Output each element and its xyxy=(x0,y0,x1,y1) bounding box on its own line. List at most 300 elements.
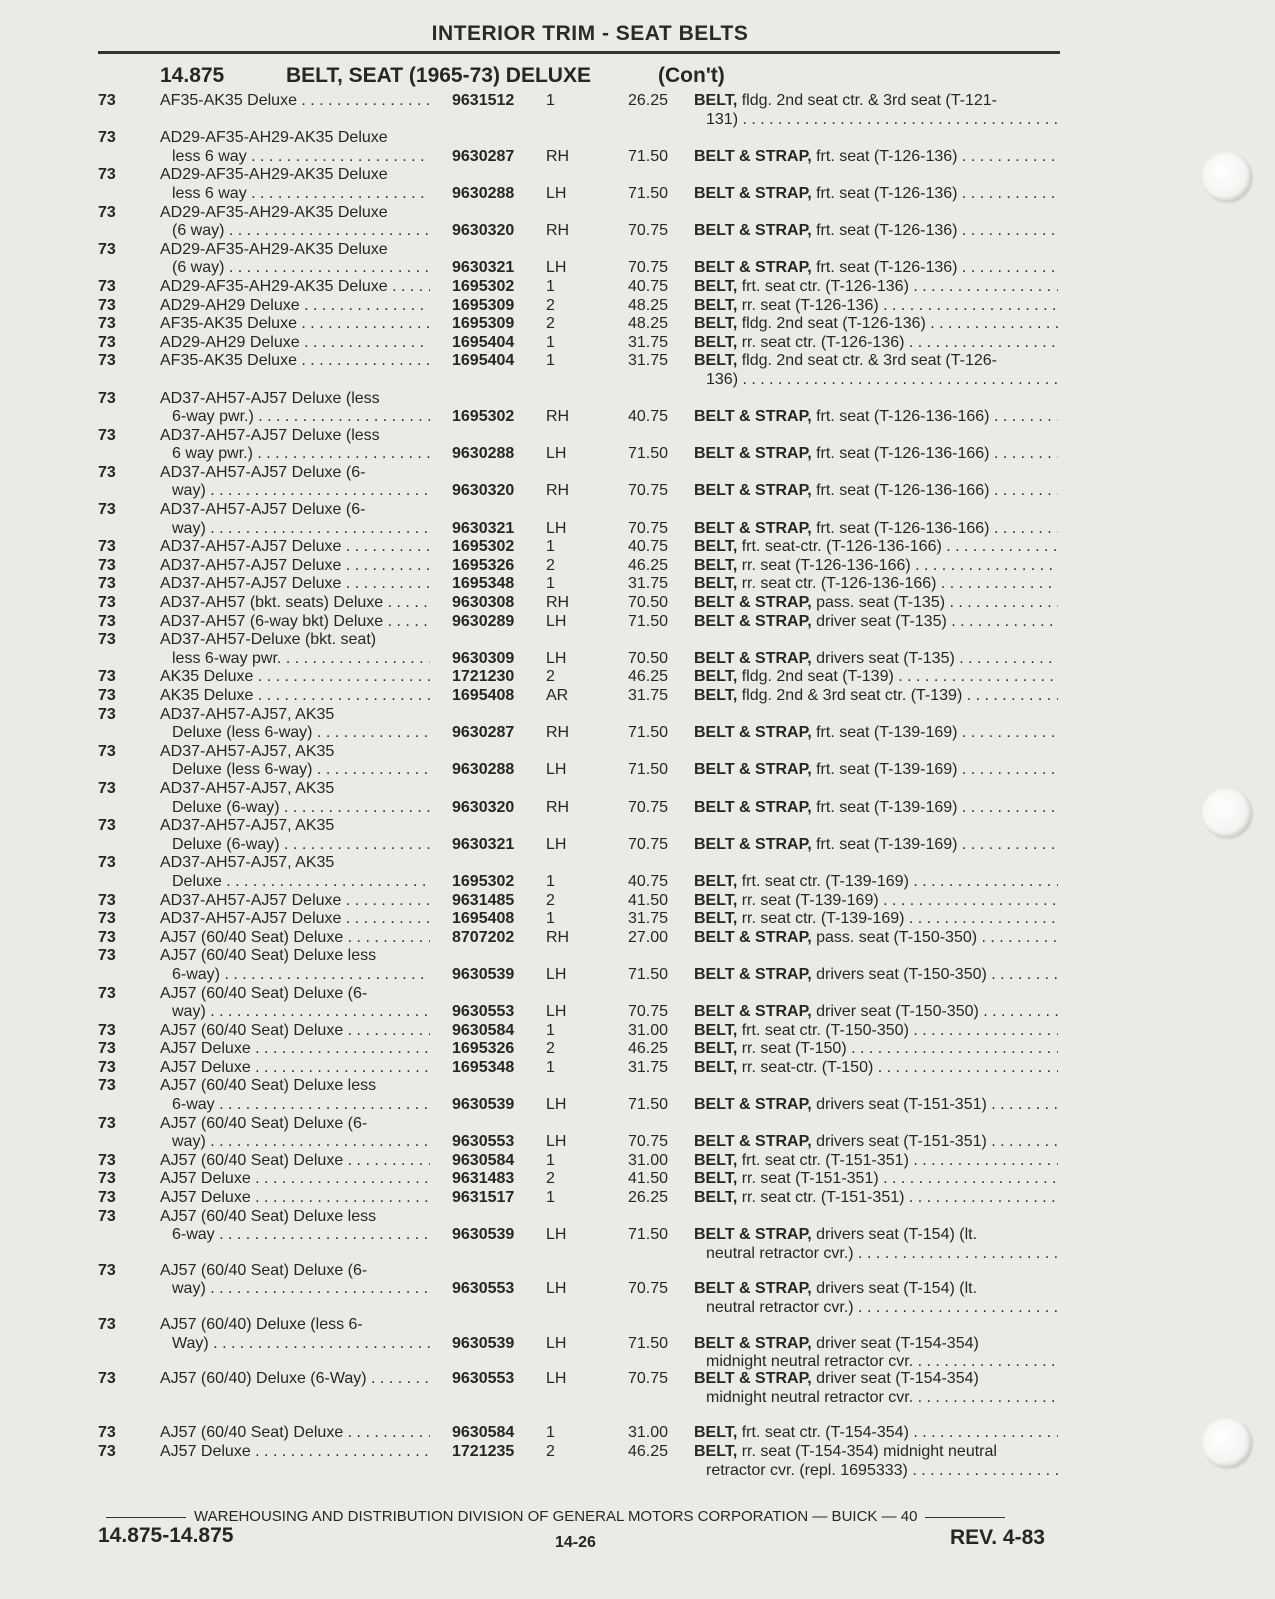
quantity: 1 xyxy=(546,1189,555,1207)
quantity: LH xyxy=(546,1226,567,1244)
description-text: rr. seat-ctr. (T-150) xyxy=(741,1058,874,1076)
part-description xyxy=(694,278,1058,297)
model-year: 73 xyxy=(98,426,116,444)
section-title: BELT, SEAT (1965-73) DELUXE xyxy=(286,64,591,87)
parts-row xyxy=(0,854,1275,891)
model-line: AJ57 (60/40 Seat) Deluxe . . . xyxy=(160,1022,430,1041)
parts-row xyxy=(0,1189,1275,1208)
description-line xyxy=(694,575,1058,594)
quantity: 2 xyxy=(546,315,555,333)
model-line: AF35-AK35 Deluxe . . . xyxy=(160,352,430,371)
model-year: 73 xyxy=(98,1424,116,1442)
description-line xyxy=(694,538,1058,557)
price: 70.75 xyxy=(627,1280,668,1298)
body-style-models xyxy=(160,985,430,1022)
part-number: 9630321 xyxy=(452,519,515,537)
model-year: 73 xyxy=(98,92,116,109)
quantity: 1 xyxy=(546,1021,555,1039)
description-text: drivers seat (T-154) (lt. xyxy=(816,1280,978,1298)
price: 31.75 xyxy=(627,333,668,351)
description-heading: BELT, xyxy=(694,1151,738,1169)
description-heading: BELT, xyxy=(694,1189,738,1207)
description-text: rr. seat ctr. (T-139-169) xyxy=(741,910,905,928)
part-number: 9630553 xyxy=(452,1280,515,1298)
description-text: 136) xyxy=(706,370,739,388)
part-description xyxy=(694,929,1058,948)
parts-row xyxy=(0,1316,1275,1370)
description-text: frt. seat ctr. (T-154-354) xyxy=(741,1424,909,1442)
body-style-models xyxy=(160,166,430,203)
description-text: frt. seat (T-126-136-166) xyxy=(816,445,990,463)
model-line: AJ57 Deluxe . . . xyxy=(160,1059,430,1078)
part-number: 9630539 xyxy=(452,1334,515,1352)
binder-hole xyxy=(1202,152,1252,202)
title-rule xyxy=(98,51,1060,54)
model-line: 6-way) . . . xyxy=(160,966,430,985)
model-year: 73 xyxy=(98,594,116,612)
quantity: 1 xyxy=(546,1058,555,1076)
model-year: 73 xyxy=(98,315,116,333)
model-year: 73 xyxy=(98,556,116,574)
description-heading: BELT & STRAP, xyxy=(694,1096,812,1114)
part-number: 1721235 xyxy=(452,1442,515,1460)
part-description xyxy=(694,761,1058,780)
model-line: less 6 way . . . xyxy=(160,148,430,167)
model-line: Deluxe (less 6-way) . . . xyxy=(160,761,430,780)
description-line xyxy=(694,1170,1058,1189)
part-number: 1695302 xyxy=(452,277,515,295)
model-line: Deluxe (less 6-way) . . . xyxy=(160,724,430,743)
footer-group-range: 14.875-14.875 xyxy=(98,1524,234,1547)
parts-row xyxy=(0,390,1275,427)
quantity: LH xyxy=(546,1370,567,1388)
model-year: 73 xyxy=(98,1207,116,1225)
price: 70.75 xyxy=(627,222,668,240)
parts-row xyxy=(0,687,1275,706)
parts-row xyxy=(0,538,1275,557)
description-text: rr. seat (T-139-169) xyxy=(741,891,879,909)
parts-row xyxy=(0,947,1275,984)
description-text: drivers seat (T-151-351) xyxy=(816,1096,987,1114)
description-text: rr. seat (T-154-354) midnight neutral xyxy=(741,1442,997,1460)
model-year: 73 xyxy=(98,687,116,704)
parts-row xyxy=(0,315,1275,334)
description-text: frt. seat (T-126-136) xyxy=(816,222,958,240)
description-text: rr. seat (T-126-136) xyxy=(741,296,879,314)
description-line xyxy=(694,761,1058,780)
quantity: 1 xyxy=(546,538,555,556)
body-style-models xyxy=(160,297,430,316)
part-description xyxy=(694,259,1058,278)
model-line: AD29-AF35-AH29-AK35 Deluxe xyxy=(160,166,388,184)
description-line xyxy=(694,92,1058,111)
description-line xyxy=(694,594,1058,613)
description-line xyxy=(694,222,1058,241)
body-style-models xyxy=(160,1115,430,1152)
model-line: AJ57 Deluxe . . . xyxy=(160,1189,430,1208)
model-year: 73 xyxy=(98,742,116,760)
model-line: (6 way) . . . xyxy=(160,222,430,241)
price: 31.00 xyxy=(627,1151,668,1169)
part-description xyxy=(694,520,1058,539)
parts-row xyxy=(0,166,1275,203)
model-year: 73 xyxy=(98,612,116,630)
part-number: 9630320 xyxy=(452,482,515,500)
model-year: 73 xyxy=(98,333,116,351)
model-line: AD29-AH29 Deluxe . . . xyxy=(160,334,430,353)
description-line xyxy=(694,799,1058,818)
parts-list xyxy=(0,92,1275,1480)
model-year: 73 xyxy=(98,1021,116,1039)
description-heading: BELT & STRAP, xyxy=(694,724,812,742)
model-year: 73 xyxy=(98,1114,116,1132)
description-text: neutral retractor cvr.) xyxy=(706,1244,854,1262)
part-description xyxy=(694,1096,1058,1115)
model-line: AD37-AH57-AJ57 Deluxe . . . xyxy=(160,557,430,576)
model-year: 73 xyxy=(98,240,116,258)
price: 46.25 xyxy=(627,1040,668,1058)
parts-row xyxy=(0,1115,1275,1152)
price: 40.75 xyxy=(627,538,668,556)
description-line xyxy=(694,836,1058,855)
description-heading: BELT, xyxy=(694,891,738,909)
description-heading: BELT & STRAP, xyxy=(694,1334,812,1352)
part-number: 9631485 xyxy=(452,891,515,909)
price: 46.25 xyxy=(627,668,668,686)
parts-row xyxy=(0,278,1275,297)
price: 71.50 xyxy=(627,1226,668,1244)
model-line: way) . . . xyxy=(160,482,430,501)
parts-row xyxy=(0,743,1275,780)
model-year: 73 xyxy=(98,1189,116,1207)
body-style-models xyxy=(160,854,430,891)
model-line: AD37-AH57-AJ57, AK35 xyxy=(160,779,335,797)
price: 31.00 xyxy=(627,1424,668,1442)
parts-row xyxy=(0,297,1275,316)
body-style-models xyxy=(160,92,430,111)
parts-row xyxy=(0,668,1275,687)
part-description xyxy=(694,557,1058,576)
footer-division-text: WAREHOUSING AND DISTRIBUTION DIVISION OF GENERAL MOTORS CORPORATION — BUICK — 40 xyxy=(194,1508,918,1525)
part-number: 9630539 xyxy=(452,1096,515,1114)
quantity: 2 xyxy=(546,556,555,574)
quantity: LH xyxy=(546,965,567,983)
model-line: Deluxe (6-way) . . . xyxy=(160,799,430,818)
parts-row xyxy=(0,910,1275,929)
binder-hole xyxy=(1202,1418,1252,1468)
part-number: 9630287 xyxy=(452,724,515,742)
description-heading: BELT, xyxy=(694,1058,738,1076)
body-style-models xyxy=(160,613,430,632)
part-description xyxy=(694,482,1058,501)
description-heading: BELT, xyxy=(694,575,738,593)
model-year: 73 xyxy=(98,501,116,519)
model-year: 73 xyxy=(98,1058,116,1076)
description-line xyxy=(694,482,1058,501)
price: 48.25 xyxy=(627,315,668,333)
body-style-models xyxy=(160,1022,430,1041)
model-line: AD29-AH29 Deluxe . . . xyxy=(160,297,430,316)
description-text: 131) xyxy=(706,110,739,128)
model-line: AJ57 (60/40 Seat) Deluxe (6- xyxy=(160,1261,368,1279)
body-style-models xyxy=(160,390,430,427)
body-style-models xyxy=(160,743,430,780)
parts-row xyxy=(0,706,1275,743)
body-style-models xyxy=(160,557,430,576)
model-line: AD37-AH57-AJ57, AK35 xyxy=(160,742,335,760)
part-description xyxy=(694,1424,1058,1443)
price: 71.50 xyxy=(627,965,668,983)
price: 71.50 xyxy=(627,1334,668,1352)
description-text: frt. seat ctr. (T-150-350) xyxy=(741,1021,909,1039)
description-heading: BELT & STRAP, xyxy=(694,519,812,537)
model-line: (6 way) . . . xyxy=(160,259,430,278)
quantity: 1 xyxy=(546,575,555,593)
body-style-models xyxy=(160,352,430,371)
price: 31.75 xyxy=(627,1058,668,1076)
model-line: 6 way pwr.) . . . xyxy=(160,445,430,464)
price: 71.50 xyxy=(627,147,668,165)
description-heading: BELT, xyxy=(694,556,738,574)
price: 40.75 xyxy=(627,277,668,295)
model-year: 73 xyxy=(98,1370,116,1388)
model-line: AD37-AH57-AJ57, AK35 xyxy=(160,854,335,872)
model-line: way) . . . xyxy=(160,520,430,539)
model-year: 73 xyxy=(98,1261,116,1279)
price: 48.25 xyxy=(627,296,668,314)
model-year: 73 xyxy=(98,984,116,1002)
description-line xyxy=(694,1370,1058,1389)
description-line xyxy=(694,278,1058,297)
model-year: 73 xyxy=(98,463,116,481)
model-year: 73 xyxy=(98,166,116,184)
description-text: rr. seat ctr. (T-126-136-166) xyxy=(741,575,937,593)
model-line: AD37-AH57-AJ57 Deluxe . . . xyxy=(160,538,430,557)
description-text: rr. seat (T-151-351) xyxy=(741,1170,879,1188)
model-year: 73 xyxy=(98,352,116,370)
body-style-models xyxy=(160,315,430,334)
description-heading: BELT & STRAP, xyxy=(694,222,812,240)
description-heading: BELT, xyxy=(694,910,738,928)
quantity: LH xyxy=(546,835,567,853)
price: 31.75 xyxy=(627,910,668,928)
model-line: less 6 way . . . xyxy=(160,185,430,204)
description-heading: BELT, xyxy=(694,92,738,109)
description-text: frt. seat (T-126-136) xyxy=(816,147,958,165)
description-line xyxy=(694,910,1058,929)
model-line: AD37-AH57-AJ57 Deluxe (6- xyxy=(160,463,366,481)
part-number: 1695309 xyxy=(452,296,515,314)
part-number: 1695309 xyxy=(452,315,515,333)
description-heading: BELT & STRAP, xyxy=(694,408,812,426)
price: 70.75 xyxy=(627,1370,668,1388)
price: 31.75 xyxy=(627,687,668,704)
description-text: frt. seat ctr. (T-139-169) xyxy=(741,872,909,890)
description-text: drivers seat (T-154) (lt. xyxy=(816,1226,978,1244)
part-number: 9630553 xyxy=(452,1370,515,1388)
body-style-models xyxy=(160,575,430,594)
price: 70.50 xyxy=(627,649,668,667)
quantity: 2 xyxy=(546,1442,555,1460)
binder-hole xyxy=(1202,788,1252,838)
part-number: 1695302 xyxy=(452,872,515,890)
description-line xyxy=(694,297,1058,316)
model-year: 73 xyxy=(98,296,116,314)
model-year: 73 xyxy=(98,1151,116,1169)
description-line xyxy=(694,315,1058,334)
part-number: 9630320 xyxy=(452,222,515,240)
part-number: 1695408 xyxy=(452,910,515,928)
body-style-models xyxy=(160,1059,430,1078)
model-year: 73 xyxy=(98,575,116,593)
description-heading: BELT, xyxy=(694,668,738,686)
description-line xyxy=(694,1152,1058,1171)
part-number: 9630288 xyxy=(452,184,515,202)
model-line: AD37-AH57-AJ57, AK35 xyxy=(160,705,335,723)
parts-row xyxy=(0,817,1275,854)
price: 41.50 xyxy=(627,891,668,909)
model-line: AJ57 Deluxe . . . xyxy=(160,1170,430,1189)
parts-row xyxy=(0,1262,1275,1316)
part-description xyxy=(694,1003,1058,1022)
description-text: rr. seat (T-126-136-166) xyxy=(741,556,911,574)
part-description xyxy=(694,892,1058,911)
part-description xyxy=(694,445,1058,464)
parts-row xyxy=(0,1077,1275,1114)
model-line: less 6-way pwr. . . . xyxy=(160,650,430,669)
model-line: AJ57 Deluxe . . . xyxy=(160,1040,430,1059)
part-number: 1695326 xyxy=(452,1040,515,1058)
model-year: 73 xyxy=(98,631,116,649)
quantity: RH xyxy=(546,147,570,165)
model-year: 73 xyxy=(98,203,116,221)
description-line xyxy=(694,1059,1058,1078)
description-text: fldg. 2nd seat ctr. & 3rd seat (T-126- xyxy=(741,352,997,370)
quantity: RH xyxy=(546,482,570,500)
description-heading: BELT, xyxy=(694,296,738,314)
quantity: RH xyxy=(546,798,570,816)
description-text: frt. seat (T-139-169) xyxy=(816,835,958,853)
part-description xyxy=(694,687,1058,706)
part-number: 9630287 xyxy=(452,147,515,165)
description-heading: BELT, xyxy=(694,352,738,370)
body-style-models xyxy=(160,668,430,687)
model-line: AJ57 (60/40 Seat) Deluxe (6- xyxy=(160,984,368,1002)
model-line: AF35-AK35 Deluxe . . . xyxy=(160,92,430,111)
model-line: way) . . . xyxy=(160,1280,430,1299)
part-description xyxy=(694,315,1058,334)
price: 71.50 xyxy=(627,724,668,742)
parts-row xyxy=(0,985,1275,1022)
body-style-models xyxy=(160,1208,430,1245)
description-line xyxy=(694,1353,1058,1372)
description-line xyxy=(694,1389,1058,1408)
quantity: RH xyxy=(546,408,570,426)
description-line xyxy=(694,445,1058,464)
model-line: AD37-AH57-AJ57 Deluxe (less xyxy=(160,426,380,444)
part-number: 1695302 xyxy=(452,408,515,426)
description-heading: BELT, xyxy=(694,315,738,333)
model-line: AD37-AH57-AJ57 Deluxe . . . xyxy=(160,575,430,594)
part-number: 1695408 xyxy=(452,687,515,704)
model-year: 73 xyxy=(98,1040,116,1058)
part-description xyxy=(694,1022,1058,1041)
model-line: AJ57 (60/40 Seat) Deluxe (6- xyxy=(160,1114,368,1132)
description-line xyxy=(694,873,1058,892)
model-year: 73 xyxy=(98,1170,116,1188)
description-heading: BELT & STRAP, xyxy=(694,1370,812,1388)
description-line xyxy=(694,1299,1058,1318)
description-text: retractor cvr. (repl. 1695333) xyxy=(706,1461,908,1479)
description-text: frt. seat (T-139-169) xyxy=(816,724,958,742)
model-line: AK35 Deluxe . . . xyxy=(160,668,430,687)
description-heading: BELT & STRAP, xyxy=(694,1003,812,1021)
body-style-models xyxy=(160,1443,430,1462)
description-line xyxy=(694,1335,1058,1354)
part-description xyxy=(694,594,1058,613)
part-number: 1721230 xyxy=(452,668,515,686)
model-line: AD37-AH57 (6-way bkt) Deluxe . . . xyxy=(160,613,430,632)
description-line xyxy=(694,1133,1058,1152)
body-style-models xyxy=(160,204,430,241)
footer-rule xyxy=(925,1517,1005,1518)
quantity: 1 xyxy=(546,277,555,295)
quantity: 2 xyxy=(546,1170,555,1188)
description-heading: BELT, xyxy=(694,872,738,890)
parts-row xyxy=(0,1443,1275,1480)
model-year: 73 xyxy=(98,1316,116,1333)
description-text: driver seat (T-154-354) xyxy=(816,1370,979,1388)
description-heading: BELT & STRAP, xyxy=(694,761,812,779)
description-heading: BELT, xyxy=(694,333,738,351)
part-description xyxy=(694,1335,1058,1372)
part-description xyxy=(694,297,1058,316)
model-line: AD37-AH57 (bkt. seats) Deluxe . . . xyxy=(160,594,430,613)
model-year: 73 xyxy=(98,1442,116,1460)
part-description xyxy=(694,799,1058,818)
part-number: 1695348 xyxy=(452,575,515,593)
quantity: RH xyxy=(546,928,570,946)
description-heading: BELT & STRAP, xyxy=(694,184,812,202)
quantity: LH xyxy=(546,445,567,463)
part-number: 9630539 xyxy=(452,965,515,983)
description-line xyxy=(694,520,1058,539)
part-description xyxy=(694,1040,1058,1059)
body-style-models xyxy=(160,427,430,464)
quantity: 1 xyxy=(546,333,555,351)
price: 70.75 xyxy=(627,259,668,277)
description-line xyxy=(694,1424,1058,1443)
parts-row xyxy=(0,501,1275,538)
price: 46.25 xyxy=(627,1442,668,1460)
quantity: LH xyxy=(546,1280,567,1298)
part-description xyxy=(694,836,1058,855)
model-year: 73 xyxy=(98,277,116,295)
body-style-models xyxy=(160,892,430,911)
body-style-models xyxy=(160,1152,430,1171)
part-number: 9631512 xyxy=(452,92,515,109)
parts-row xyxy=(0,241,1275,278)
body-style-models xyxy=(160,1424,430,1443)
description-line xyxy=(694,1226,1058,1245)
description-line xyxy=(694,259,1058,278)
footer-page-number: 14-26 xyxy=(555,1534,596,1551)
part-description xyxy=(694,185,1058,204)
description-line xyxy=(694,929,1058,948)
description-line xyxy=(694,1189,1058,1208)
description-heading: BELT & STRAP, xyxy=(694,147,812,165)
parts-row xyxy=(0,464,1275,501)
